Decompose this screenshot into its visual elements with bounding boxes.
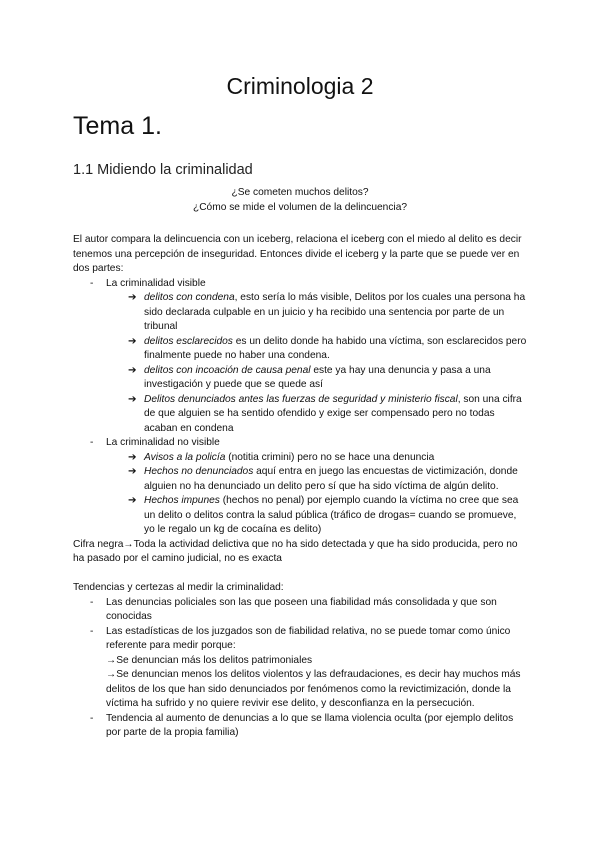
dash-bullet: - [90, 277, 94, 289]
arrow-icon: ➔ [128, 495, 137, 506]
term-description: (notitia crimini) pero no se hace una denuncia [225, 451, 435, 463]
list-item [73, 625, 528, 712]
term: Delitos denunciados antes las fuerzas de seguridad y ministerio fiscal [144, 393, 458, 405]
arrow-icon: ➔ [128, 466, 137, 477]
visible-label: La criminalidad visible [106, 277, 206, 289]
document-body [73, 233, 528, 741]
arrow-icon: ➔ [128, 393, 137, 405]
guiding-questions [0, 186, 600, 215]
tendencia-subpoint: →Se denuncian menos los delitos violentos y las defraudaciones, es decir hay muchos más delitos de los que han sido denunciados por fenómenos como la revictimización, donde la víctima ha sufrido y no quiere revivir ese delito, y desconfianza en la persecución. [106, 669, 521, 709]
cifra-negra-definition: Cifra negra→Toda la actividad delictiva que no ha sido detectada y que ha sido producida, pero no ha pasado por el camino judicial, no es exacta [73, 538, 518, 564]
tendencia-text: Las denuncias policiales son las que poseen una fiabilidad más consolidada y que son conocidas [106, 596, 497, 622]
arrow-icon: ➔ [128, 364, 137, 376]
dash-bullet: - [90, 712, 94, 724]
term-description: aquí entra en juego las encuestas de victimización, donde alguien no ha denunciado un delito pero sí que ha sido víctima de algún delito. [144, 466, 518, 492]
intro-paragraph: El autor compara la delincuencia con un iceberg, relaciona el iceberg con el miedo al delito es decir tenemos una percepción de inseguridad. Entonces divide el iceberg y la parte que se puede ver en dos partes: [73, 234, 522, 274]
list-item [73, 451, 528, 466]
arrow-icon: ➔ [128, 451, 137, 463]
term: delitos con condena [144, 292, 235, 303]
term: delitos con incoación de causa penal [144, 364, 311, 376]
list-item [73, 277, 528, 292]
term-description: (hechos no penal) por ejemplo cuando la víctima no cree que sea un delito o delitos contra la salud pública (tráfico de drogas= cuando se promueve, yo le regalo un kg de cocaína es delito) [144, 495, 519, 535]
term: Hechos impunes [144, 495, 220, 506]
paragraph-spacer [73, 567, 528, 582]
list-item [73, 712, 528, 741]
topic-heading: Tema 1. [73, 112, 162, 140]
term-description: , esto sería lo más visible, Delitos por los cuales una persona ha sido declarada culpable en un juicio y ha recibido una sentencia por parte de un tribunal [144, 292, 526, 332]
term-description: este ya hay una denuncia y pasa a una investigación y puede que se quede así [144, 364, 491, 390]
dash-bullet: - [90, 596, 94, 608]
list-item [73, 436, 528, 451]
question-1: ¿Se cometen muchos delitos? [231, 187, 369, 198]
term-description: , son una cifra de que alguien se ha sentido ofendido y exige ser compensado pero no todas acaban en condena [144, 393, 522, 434]
dash-bullet: - [90, 625, 94, 637]
section-heading: 1.1 Midiendo la criminalidad [73, 162, 253, 178]
arrow-icon: ➔ [128, 335, 137, 347]
list-item [73, 335, 528, 364]
tendencias-heading: Tendencias y certezas al medir la criminalidad: [73, 582, 284, 593]
tendencia-text: Las estadísticas de los juzgados son de fiabilidad relativa, no se puede tomar como único referente para medir porque: [106, 625, 511, 651]
list-item [73, 393, 528, 437]
dash-bullet: - [90, 437, 94, 448]
not-visible-label: La criminalidad no visible [106, 437, 220, 448]
term: delitos esclarecidos [144, 335, 233, 347]
term-description: es un delito donde ha habido una víctima, son esclarecidos pero finalmente puede no haber una condena. [144, 335, 527, 361]
tendencia-text: Tendencia al aumento de denuncias a lo que se llama violencia oculta (por ejemplo delitos por parte de la propia familia) [106, 712, 514, 738]
list-item [73, 494, 528, 538]
document-title: Criminologia 2 [226, 73, 374, 99]
arrow-icon: ➔ [128, 292, 137, 303]
question-2: ¿Cómo se mide el volumen de la delincuencia? [192, 201, 408, 213]
list-item [73, 291, 528, 335]
term: Avisos a la policía [144, 451, 226, 463]
term: Hechos no denunciados [144, 466, 254, 477]
list-item [73, 465, 528, 494]
list-item [73, 596, 528, 625]
list-item [73, 364, 528, 393]
tendencia-subpoint: →Se denuncian más los delitos patrimoniales [106, 654, 313, 666]
